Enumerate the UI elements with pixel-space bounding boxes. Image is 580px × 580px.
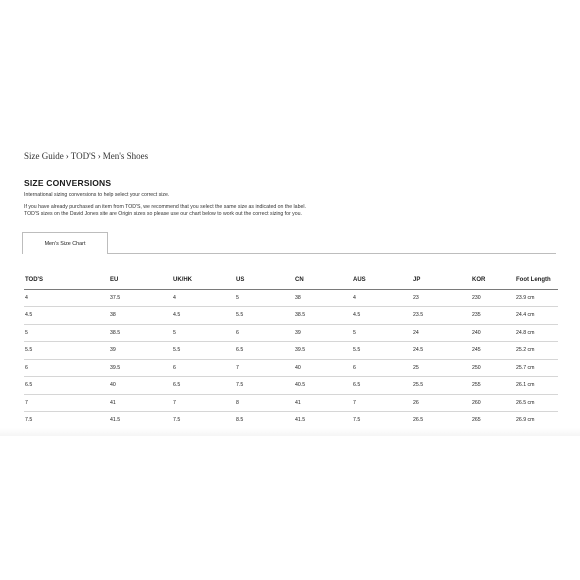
table-cell: 6.5 <box>24 377 109 395</box>
table-cell: 7.5 <box>352 412 412 430</box>
intro-text: International sizing conversions to help select your correct size. <box>24 192 170 198</box>
sizing-note-line: If you have already purchased an item from TOD'S, we recommend that you select the same size as indicated on the label. <box>24 204 306 210</box>
table-cell: 230 <box>471 289 515 307</box>
table-cell: 26 <box>412 394 471 412</box>
breadcrumb-item-size-guide[interactable]: Size Guide <box>24 151 64 161</box>
table-cell: 4 <box>352 289 412 307</box>
table-cell: 4.5 <box>172 307 235 325</box>
table-cell: 39 <box>294 324 352 342</box>
table-cell: 40 <box>109 377 172 395</box>
table-cell: 260 <box>471 394 515 412</box>
table-cell: 24.5 <box>412 342 471 360</box>
breadcrumb-separator: › <box>97 151 101 161</box>
table-cell: 23.9 cm <box>515 289 558 307</box>
table-cell: 8 <box>235 394 294 412</box>
table-cell: 38 <box>109 307 172 325</box>
breadcrumb <box>24 151 148 161</box>
table-cell: 5.5 <box>235 307 294 325</box>
table-cell: 7.5 <box>235 377 294 395</box>
table-cell: 6.5 <box>235 342 294 360</box>
table-cell: 24 <box>412 324 471 342</box>
table-cell: 7 <box>352 394 412 412</box>
sizing-note <box>24 204 306 218</box>
table-cell: 7 <box>235 359 294 377</box>
column-header: KOR <box>471 272 515 289</box>
page-title: SIZE CONVERSIONS <box>24 178 112 188</box>
table-cell: 6 <box>352 359 412 377</box>
table-cell: 24.4 cm <box>515 307 558 325</box>
table-row <box>24 359 558 377</box>
table-cell: 8.5 <box>235 412 294 430</box>
table-cell: 25.5 <box>412 377 471 395</box>
table-cell: 38.5 <box>294 307 352 325</box>
table-cell: 7.5 <box>24 412 109 430</box>
table-cell: 5.5 <box>172 342 235 360</box>
table-cell: 5.5 <box>352 342 412 360</box>
sizing-note-line: TOD'S sizes on the David Jones site are Origin sizes so please use our chart below to work out the correct sizing for you. <box>24 211 302 217</box>
column-header: AUS <box>352 272 412 289</box>
table-cell: 25 <box>412 359 471 377</box>
table-cell: 4.5 <box>24 307 109 325</box>
table-cell: 40.5 <box>294 377 352 395</box>
table-cell: 26.9 cm <box>515 412 558 430</box>
table-cell: 250 <box>471 359 515 377</box>
table-cell: 5 <box>235 289 294 307</box>
table-cell: 24.8 cm <box>515 324 558 342</box>
table-row <box>24 342 558 360</box>
table-cell: 265 <box>471 412 515 430</box>
tab-mens-size-chart[interactable]: Men's Size Chart <box>22 232 108 254</box>
table-row <box>24 377 558 395</box>
table-cell: 240 <box>471 324 515 342</box>
table-cell: 235 <box>471 307 515 325</box>
table-cell: 25.7 cm <box>515 359 558 377</box>
table-cell: 5 <box>172 324 235 342</box>
table-cell: 41 <box>294 394 352 412</box>
table-cell: 4.5 <box>352 307 412 325</box>
table-cell: 7.5 <box>172 412 235 430</box>
table-cell: 26.1 cm <box>515 377 558 395</box>
table-row <box>24 307 558 325</box>
table-cell: 40 <box>294 359 352 377</box>
size-conversion-table <box>24 272 558 447</box>
breadcrumb-separator: › <box>65 151 69 161</box>
table-row <box>24 394 558 412</box>
blank-area <box>0 436 580 580</box>
table-row <box>24 324 558 342</box>
table-cell: 26.5 <box>412 412 471 430</box>
table-cell: 6 <box>172 359 235 377</box>
breadcrumb-item-category: Men's Shoes <box>102 151 149 161</box>
column-header: CN <box>294 272 352 289</box>
table-cell: 4 <box>172 289 235 307</box>
table-row <box>24 412 558 430</box>
table-cell: 39.5 <box>109 359 172 377</box>
table-cell: 5 <box>24 324 109 342</box>
table-cell: 26.5 cm <box>515 394 558 412</box>
table-cell: 6 <box>235 324 294 342</box>
table-cell: 41.5 <box>294 412 352 430</box>
table-row <box>24 289 558 307</box>
column-header: UK/HK <box>172 272 235 289</box>
table-cell: 6 <box>24 359 109 377</box>
table-cell: 39 <box>109 342 172 360</box>
table-body <box>24 289 558 447</box>
table-cell: 255 <box>471 377 515 395</box>
table-cell: 41 <box>109 394 172 412</box>
table-cell: 245 <box>471 342 515 360</box>
table-cell: 5 <box>352 324 412 342</box>
column-header: TOD'S <box>24 272 109 289</box>
column-header: Foot Length <box>515 272 558 289</box>
table-cell: 5.5 <box>24 342 109 360</box>
table-header-row <box>24 272 558 289</box>
table-cell: 25.2 cm <box>515 342 558 360</box>
table-cell: 23.5 <box>412 307 471 325</box>
table-cell: 41.5 <box>109 412 172 430</box>
table-cell: 23 <box>412 289 471 307</box>
table-cell: 38.5 <box>109 324 172 342</box>
table-cell: 7 <box>24 394 109 412</box>
table-cell: 38 <box>294 289 352 307</box>
table-cell: 6.5 <box>172 377 235 395</box>
table-cell: 6.5 <box>352 377 412 395</box>
table-cell: 39.5 <box>294 342 352 360</box>
column-header: EU <box>109 272 172 289</box>
breadcrumb-item-brand[interactable]: TOD'S <box>70 151 96 161</box>
table-cell: 37.5 <box>109 289 172 307</box>
column-header: US <box>235 272 294 289</box>
table-cell: 4 <box>24 289 109 307</box>
table-cell: 7 <box>172 394 235 412</box>
column-header: JP <box>412 272 471 289</box>
